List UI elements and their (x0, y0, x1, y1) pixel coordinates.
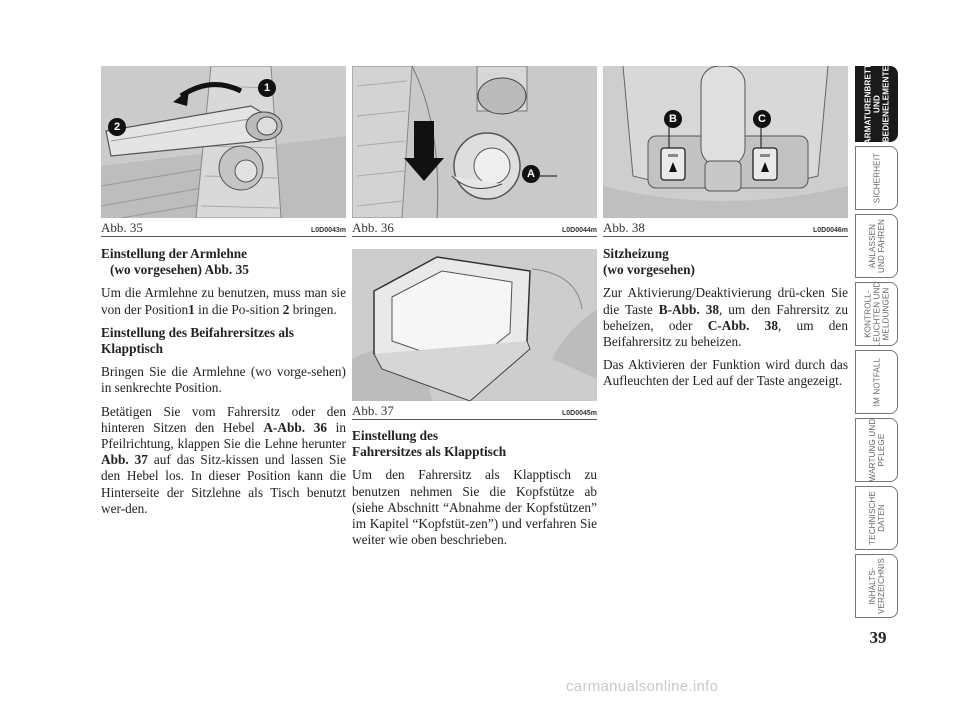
tab-kontrollleuchten[interactable]: KONTROLL- LEUCHTEN UND MELDUNGEN (855, 282, 898, 346)
figure-caption: Abb. 35 (101, 220, 143, 235)
heading-driver-table-sub: Fahrersitzes als Klapptisch (352, 444, 507, 460)
heading-passenger-table-sub: Klapptisch (101, 341, 164, 357)
marker-2: 2 (108, 118, 126, 136)
paragraph-driver-table: Um den Fahrersitz als Klapptisch zu benutzen nehmen Sie die Kopfstütze ab (siehe Abschnitt “Abnahme der Kopfstützen” im Kapitel “Kopfstüt-zen”) und verfahren Sie weiter wie oben beschrieben. (352, 467, 597, 548)
heading-armrest-sub: (wo vorgesehen) Abb. 35 (110, 262, 249, 278)
tab-inhaltsverzeichnis[interactable]: INHALTS- VERZEICHNIS (855, 554, 898, 618)
caption-row-abb-37 (352, 401, 597, 420)
paragraph-seat-heating: Zur Aktivierung/Deaktivierung drü-cken Sie die Taste B-Abb. 38, um den Fahrersitz zu beheizen, oder C-Abb. 38, um den Beifahrersitz zu beheizen. (603, 285, 848, 350)
figure-code: L0D0043m (310, 227, 346, 234)
lever-illustration (352, 66, 597, 218)
tab-wartung[interactable]: WARTUNG UND PFLEGE (855, 418, 898, 482)
heading-armrest: Einstellung der Armlehne (101, 246, 248, 261)
caption-row-abb-36 (352, 218, 597, 237)
armrest-illustration (101, 66, 346, 218)
figure-code: L0D0044m (561, 227, 597, 234)
figure-abb-37 (352, 249, 597, 401)
column-3 (603, 246, 848, 397)
figure-code: L0D0046m (812, 227, 848, 234)
column-2 (352, 428, 597, 555)
column-1 (101, 246, 346, 524)
paragraph-led: Das Aktivieren der Funktion wird durch das Aufleuchten der Led auf der Taste angezeigt. (603, 357, 848, 389)
caption-row-abb-38 (603, 218, 848, 237)
watermark: carmanualsonline.info (566, 678, 719, 695)
marker-a: A (522, 165, 540, 183)
heading-driver-table: Einstellung des (352, 428, 439, 443)
heading-seat-heating: Sitzheizung (603, 246, 669, 261)
marker-1: 1 (258, 79, 276, 97)
marker-b: B (664, 110, 682, 128)
tab-im-notfall[interactable]: IM NOTFALL (855, 350, 898, 414)
folded-seat-illustration (352, 249, 597, 401)
heading-passenger-table: Einstellung des Beifahrersitzes als (101, 324, 294, 340)
paragraph-upright: Bringen Sie die Armlehne (wo vorge-sehen) in senkrechte Position. (101, 364, 346, 396)
caption-row-abb-35 (101, 218, 346, 237)
figure-caption: Abb. 37 (352, 403, 394, 418)
paragraph-armrest: Um die Armlehne zu benutzen, muss man sie von der Position1 in die Po-sition 2 bringen. (101, 285, 346, 317)
figure-abb-36 (352, 66, 597, 218)
tab-sicherheit[interactable]: SICHERHEIT (855, 146, 898, 210)
heading-seat-heating-sub: (wo vorgesehen) (603, 262, 695, 278)
marker-c: C (753, 110, 771, 128)
page-number: 39 (869, 628, 887, 647)
figure-abb-38 (603, 66, 848, 218)
figure-abb-35 (101, 66, 346, 218)
figure-caption: Abb. 36 (352, 220, 394, 235)
figure-code: L0D0045m (561, 410, 597, 417)
seat-heating-buttons-illustration (603, 66, 848, 218)
tab-anlassen[interactable]: ANLASSEN UND FAHREN (855, 214, 898, 278)
tab-armaturenbrett[interactable]: ARMATURENBRETT UND BEDIENELEMENTE (855, 66, 898, 142)
tab-technische-daten[interactable]: TECHNISCHE DATEN (855, 486, 898, 550)
paragraph-lever: Betätigen Sie vom Fahrersitz oder den hinteren Sitzen den Hebel A-Abb. 36 in Pfeilrichtung, klappen Sie die Lehne herunter Abb. 37 auf das Sitz-kissen und lassen Sie den Hebel los. In dieser Position kann die Hinterseite der Sitzlehne als Tisch benutzt wer-den. (101, 403, 347, 516)
figure-caption: Abb. 38 (603, 220, 645, 235)
